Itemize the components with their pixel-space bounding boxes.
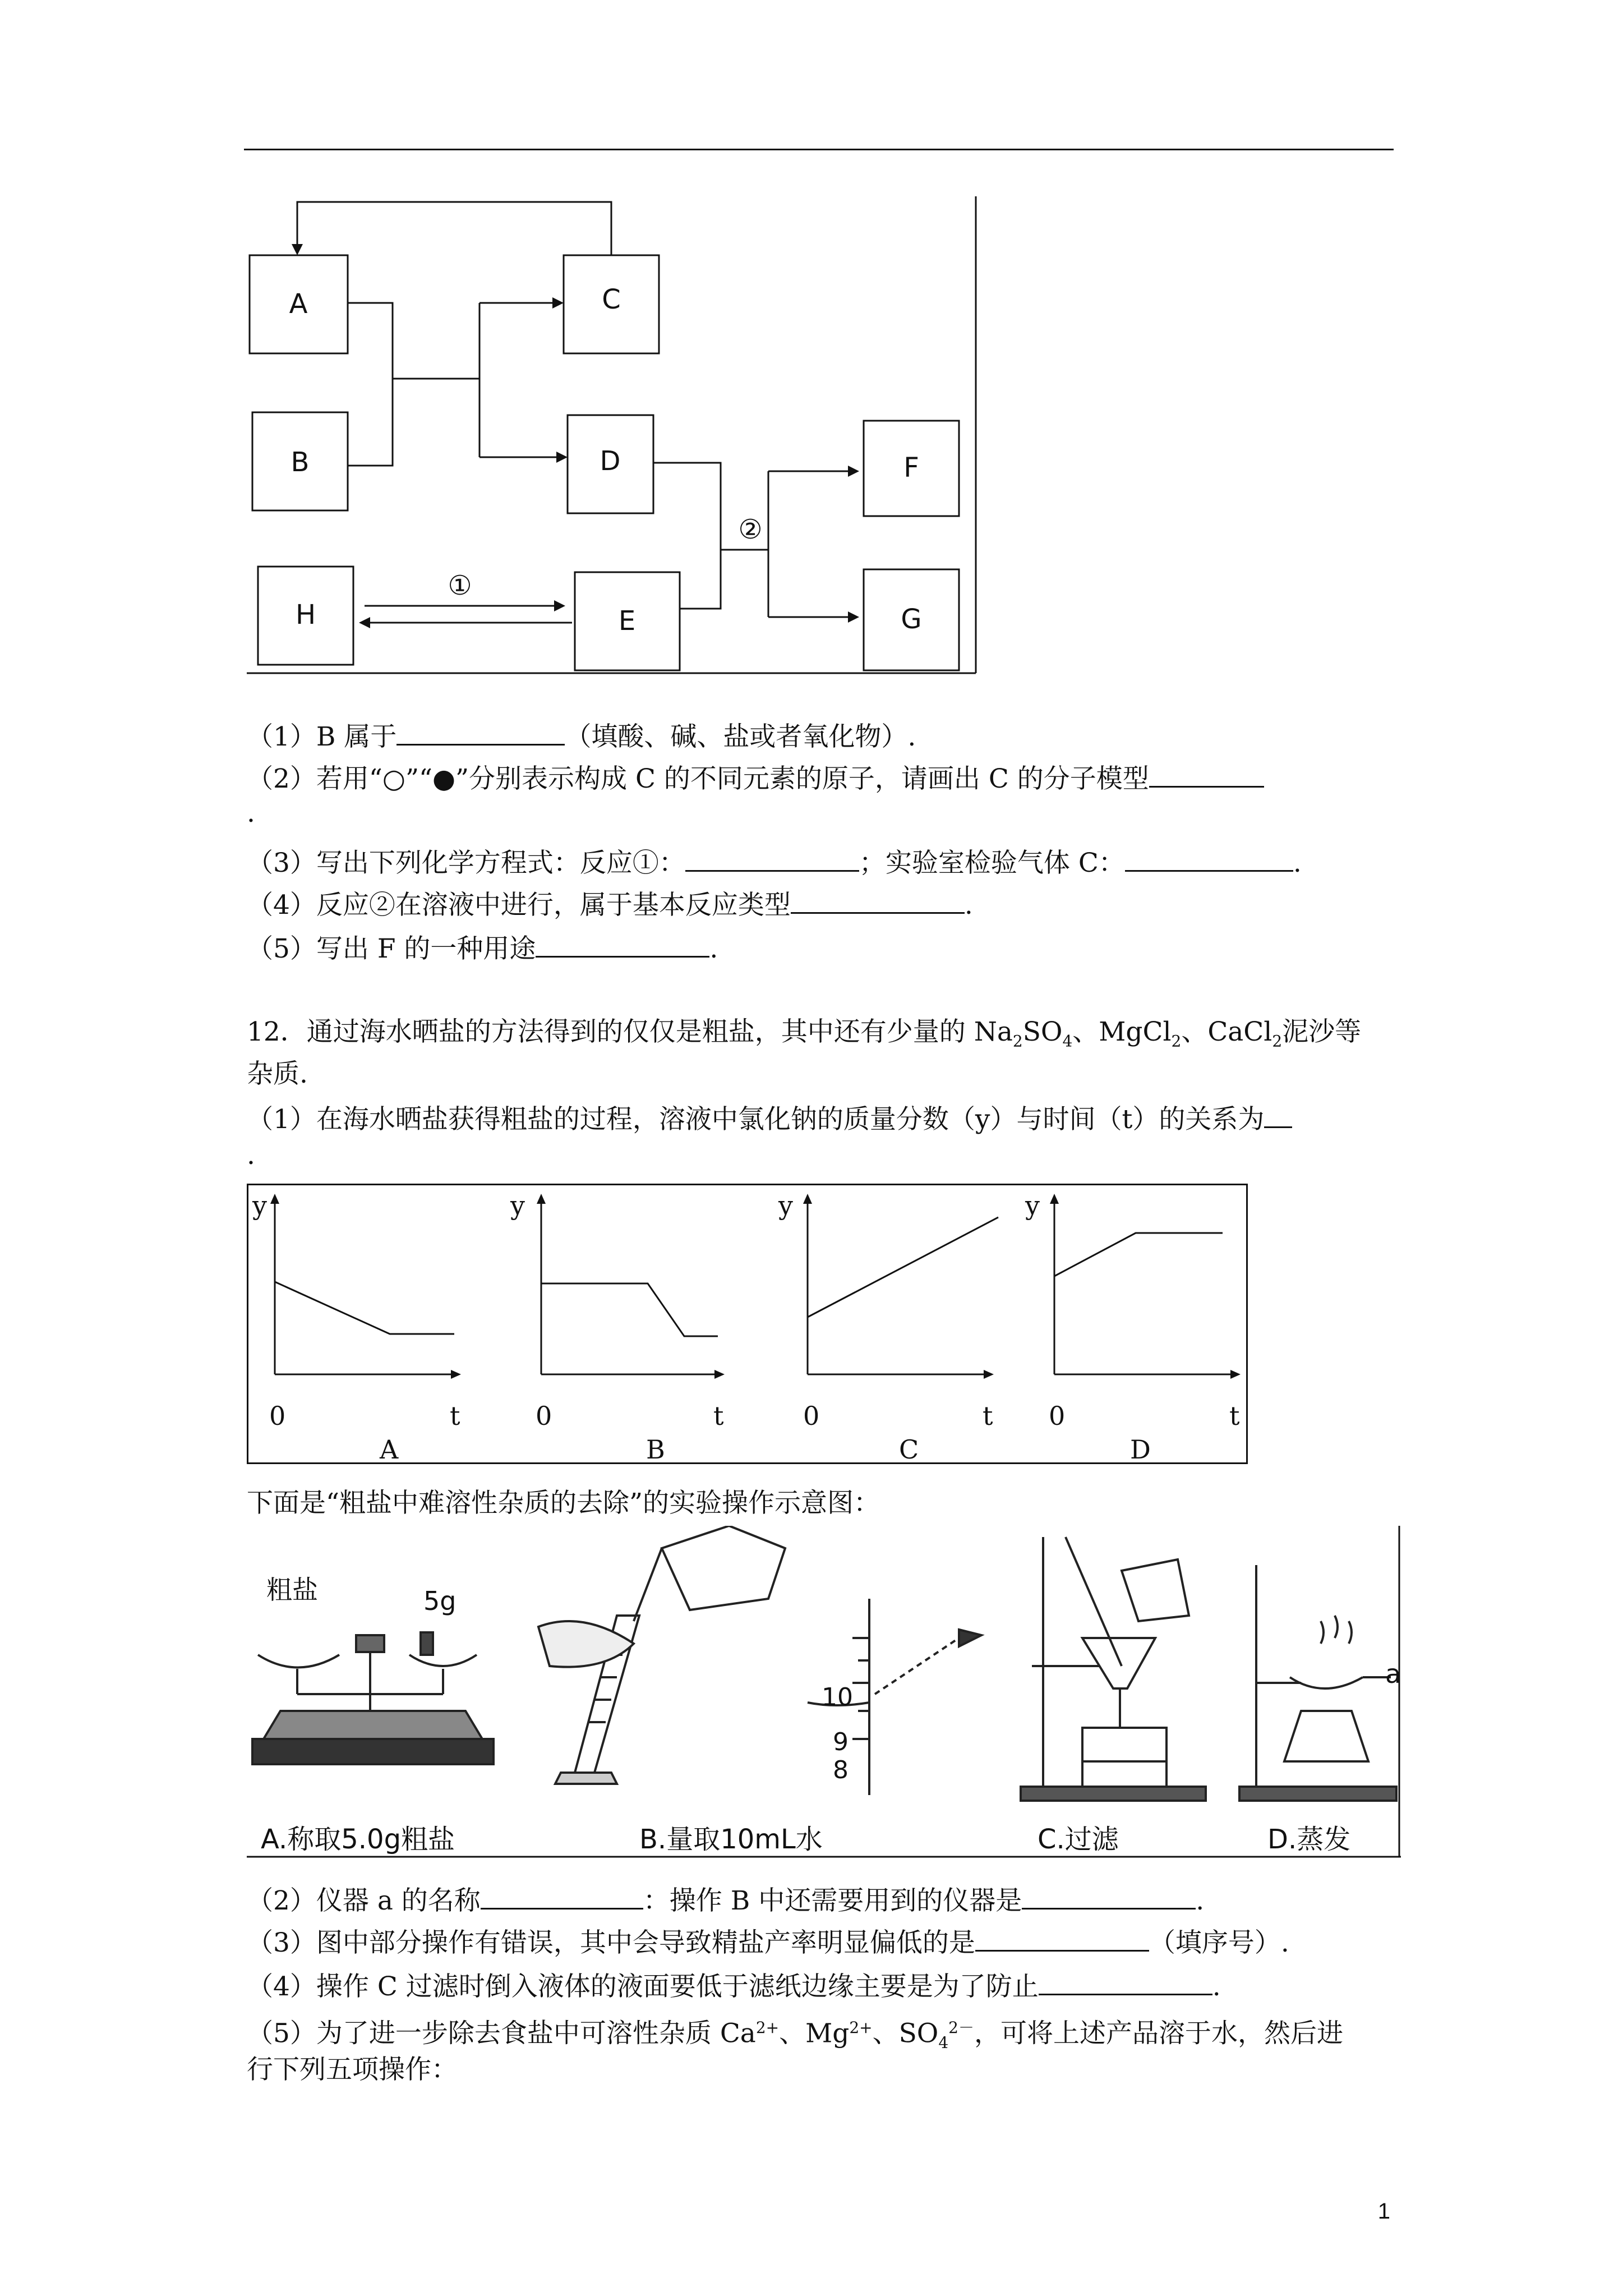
label-5g: 5g xyxy=(423,1586,457,1616)
q12-part3: （3）图中部分操作有错误，其中会导致精盐产率明显偏低的是 （填序号）. xyxy=(247,1924,1289,1960)
q11-part3: （3）写出下列化学方程式：反应①： ；实验室检验气体 C： . xyxy=(247,844,1302,880)
svg-text:10: 10 xyxy=(822,1683,853,1711)
label-H: H xyxy=(295,599,316,631)
q11-part4: （4）反应②在溶液中进行，属于基本反应类型 . xyxy=(247,886,973,922)
graph-label-C: C xyxy=(899,1434,919,1464)
balance-icon xyxy=(252,1632,494,1764)
svg-text:y: y xyxy=(252,1190,267,1221)
graduated-cylinder-icon xyxy=(538,1526,785,1784)
svg-text:0: 0 xyxy=(536,1401,552,1431)
label-A: A xyxy=(289,288,308,320)
q11-part1: （1）B 属于 （填酸、碱、盐或者氧化物）. xyxy=(247,718,916,754)
svg-text:y: y xyxy=(778,1190,793,1221)
lab-operations-figure xyxy=(247,1526,1402,1862)
svg-text:0: 0 xyxy=(803,1401,820,1431)
lab-label-B: B.量取10mL水 xyxy=(639,1824,823,1855)
q12-intro: 12．通过海水晒盐的方法得到的仅仅是粗盐，其中还有少量的 $Na_2SO_4$、MgCl$_2$、CaCl$_2$泥沙等 xyxy=(247,1016,1362,1051)
label-a: a xyxy=(1385,1659,1401,1689)
svg-text:y: y xyxy=(510,1190,525,1221)
label-F: F xyxy=(903,452,919,484)
svg-text:0: 0 xyxy=(1049,1401,1066,1431)
svg-text:y: y xyxy=(1025,1190,1040,1221)
evaporation-apparatus-icon xyxy=(1239,1565,1396,1801)
label-crude-salt: 粗盐 xyxy=(266,1575,318,1605)
svg-text:t: t xyxy=(1229,1401,1240,1431)
graph-label-A: A xyxy=(380,1434,399,1464)
svg-text:8: 8 xyxy=(833,1756,849,1784)
svg-text:9: 9 xyxy=(833,1728,849,1756)
q11-part2-dot: . xyxy=(247,798,255,829)
marker-1: ① xyxy=(448,570,472,601)
graph-label-B: B xyxy=(646,1434,665,1464)
filtration-apparatus-icon xyxy=(1021,1537,1206,1801)
marker-2: ② xyxy=(738,514,763,545)
q12-part2: （2）仪器 a 的名称 ：操作 B 中还需要用到的仪器是 . xyxy=(247,1882,1204,1918)
q11-part5: （5）写出 F 的一种用途 . xyxy=(247,930,718,966)
curve-A xyxy=(275,1282,454,1334)
curve-B xyxy=(541,1283,718,1336)
lab-label-D: D.蒸发 xyxy=(1267,1824,1351,1855)
q12-part4: （4）操作 C 过滤时倒入液体的液面要低于滤纸边缘主要是为了防止 . xyxy=(247,1968,1221,2004)
q12-intro2: 杂质. xyxy=(247,1059,308,1089)
label-G: G xyxy=(901,604,922,635)
svg-text:t: t xyxy=(450,1401,460,1431)
header-rule xyxy=(244,149,1394,150)
label-D: D xyxy=(600,445,621,477)
svg-text:t: t xyxy=(713,1401,724,1431)
label-E: E xyxy=(618,605,636,637)
q11-part2: （2）若用“○”“●”分别表示构成 C 的不同元素的原子，请画出 C 的分子模型 xyxy=(247,760,1264,796)
yt-graphs xyxy=(247,1184,1248,1464)
q12-lab-intro: 下面是“粗盐中难溶性杂质的去除”的实验操作示意图： xyxy=(247,1488,880,1519)
page-number: 1 xyxy=(1377,2199,1390,2224)
curve-D xyxy=(1054,1233,1223,1276)
svg-text:0: 0 xyxy=(269,1401,286,1431)
q12-part1-dot: . xyxy=(247,1140,255,1171)
curve-C xyxy=(808,1217,998,1317)
lab-label-A: A.称取5.0g粗盐 xyxy=(261,1824,455,1855)
graph-label-D: D xyxy=(1130,1434,1151,1464)
reaction-flow-diagram xyxy=(247,191,993,684)
label-C: C xyxy=(602,284,621,315)
q12-part5: （5）为了进一步除去食盐中可溶性杂质 $Ca^{2+}$、$Mg^{2+}$、$SO_4^{2-}$，可将上述产品溶于水，然后进 xyxy=(247,2018,1343,2053)
svg-text:t: t xyxy=(983,1401,993,1431)
q12-part5-line2: 行下列五项操作： xyxy=(247,2054,458,2085)
lab-label-C: C.过滤 xyxy=(1038,1824,1119,1855)
label-B: B xyxy=(291,447,310,478)
q12-part1: （1）在海水晒盐获得粗盐的过程，溶液中氯化钠的质量分数（y）与时间（t）的关系为 xyxy=(247,1101,1292,1137)
